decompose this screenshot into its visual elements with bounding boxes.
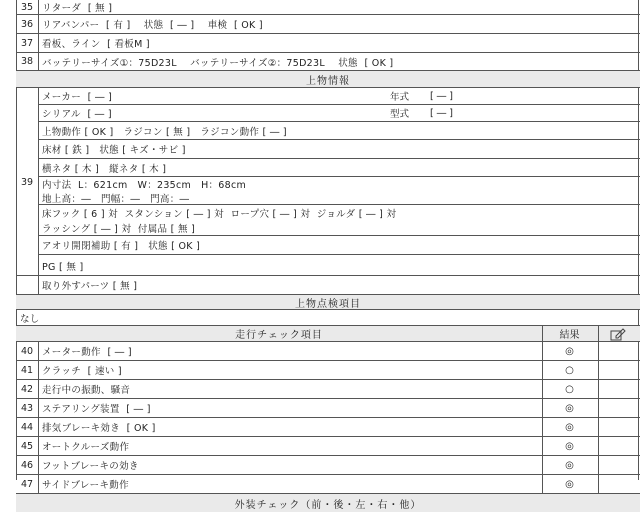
pg-row [38,255,640,276]
item-row-37 [16,34,640,53]
item-number: 47 [16,475,39,493]
section-title: 外装チェック（前・後・左・右・他） [234,499,422,511]
line-text: 上物動作 [ OK ] ラジコン [ 無 ] ラジコン動作 [ ― ] [42,126,287,138]
model-value: [ ― ] [430,107,453,119]
line-text: 内寸法 L：621cm W：235cm H：68cm [42,179,247,191]
item-number: 36 [16,15,39,33]
result-mark: ◎ [565,345,574,357]
column-divider [598,437,599,455]
item-number: 40 [16,342,39,360]
line-text: 横ネタ [ 木 ] 縦ネタ [ 木 ] [42,163,167,175]
item-text: 看板、ライン [ 看板M ] [42,39,150,50]
drive-row-47 [16,475,640,494]
gate-assist-row [38,236,640,255]
year-label: 年式 [390,92,410,103]
section-header-body-inspection [16,295,640,310]
drive-row-40 [16,342,640,361]
result-header: 結果 [559,330,580,341]
item-number: 39 [16,88,39,276]
edit-icon[interactable] [598,326,638,341]
item-number: 45 [16,437,39,455]
line-text: アオリ開閉補助 [ 有 ] 状態 [ OK ] [42,241,201,252]
item-text: バッテリーサイズ①：75D23L バッテリーサイズ②：75D23L 状態 [ OK ] [42,57,394,69]
result-mark: ◎ [565,402,574,414]
result-mark: ◎ [565,440,574,452]
item-number: 38 [16,53,39,70]
item-row-35 [16,0,640,15]
line-text: 床フック [ 6 ] 対 スタンション [ ― ] 対 ロープ穴 [ ― ] 対 ジョルダ [ ― ] 対 [42,208,397,220]
serial-row [38,105,640,122]
section-header-body-info [16,71,640,88]
item-row-36 [16,15,640,34]
body-operation-row [38,122,640,140]
column-divider [598,418,599,436]
line-text: 地上高：― 門幅：― 門高：― [42,193,190,205]
drive-row-43 [16,399,640,418]
item-text: 排気ブレーキ効き [ OK ] [42,423,156,434]
section-title: 上物情報 [306,75,350,87]
column-divider [598,380,599,398]
line-text: 取り外すパーツ [ 無 ] [42,281,138,292]
inspection-sheet [16,0,640,512]
item-text: オートクルーズ動作 [42,442,130,453]
maker-label: メーカー [ ― ] [42,92,113,103]
drive-row-44 [16,418,640,437]
column-divider [598,342,599,360]
section-header-exterior [16,494,640,512]
item-number: 44 [16,418,39,436]
item-number: 46 [16,456,39,474]
drive-row-46 [16,456,640,475]
section-title: 上物点検項目 [295,298,361,310]
item-number: 43 [16,399,39,417]
line-text: ラッシング [ ― ] 対 付属品 [ 無 ] [42,223,196,235]
item-text: メーター動作 [ ― ] [42,347,132,358]
floor-material-row [38,140,640,159]
item-text: リターダ [ 無 ] [42,3,113,14]
drive-check-header [16,326,640,342]
drive-row-42 [16,380,640,399]
drive-row-45 [16,437,640,456]
item-text: フットブレーキの効き [42,461,139,472]
hook-row [38,205,640,236]
result-mark: ◎ [565,421,574,433]
removable-parts-row [16,276,640,295]
result-mark: ○ [565,383,574,395]
item-number: 35 [16,0,39,14]
result-mark: ◎ [565,459,574,471]
maker-row [38,88,640,105]
column-divider [598,361,599,379]
result-mark: ○ [565,364,574,376]
item-number-cell [16,276,39,294]
column-divider [598,399,599,417]
column-divider [598,456,599,474]
section-title: 走行チェック項目 [235,330,323,341]
model-label: 型式 [390,109,410,120]
item-text: クラッチ [ 速い ] [42,366,122,377]
item-row-39 [16,88,640,276]
item-text: 走行中の振動、騒音 [42,385,131,396]
drive-check-list [16,342,640,494]
dimensions-row [38,177,640,205]
year-value: [ ― ] [430,90,453,102]
column-divider [598,475,599,493]
item-text: ステアリング装置 [ ― ] [42,404,151,415]
item-number: 41 [16,361,39,379]
item-number: 42 [16,380,39,398]
beam-row [38,159,640,177]
line-text: PG [ 無 ] [42,261,84,273]
inspection-notes: なし [20,313,40,325]
item-text: リアバンパー [ 有 ] 状態 [ ― ] 車検 [ OK ] [42,20,263,31]
item-row-38 [16,53,640,71]
inspection-notes-row [16,310,640,326]
result-mark: ◎ [565,478,574,490]
line-text: 床材 [ 鉄 ] 状態 [ キズ・サビ ] [42,145,186,156]
item-number: 37 [16,34,39,52]
drive-row-41 [16,361,640,380]
item-text: サイドブレーキ動作 [42,480,129,491]
serial-label: シリアル [ ― ] [42,109,112,120]
